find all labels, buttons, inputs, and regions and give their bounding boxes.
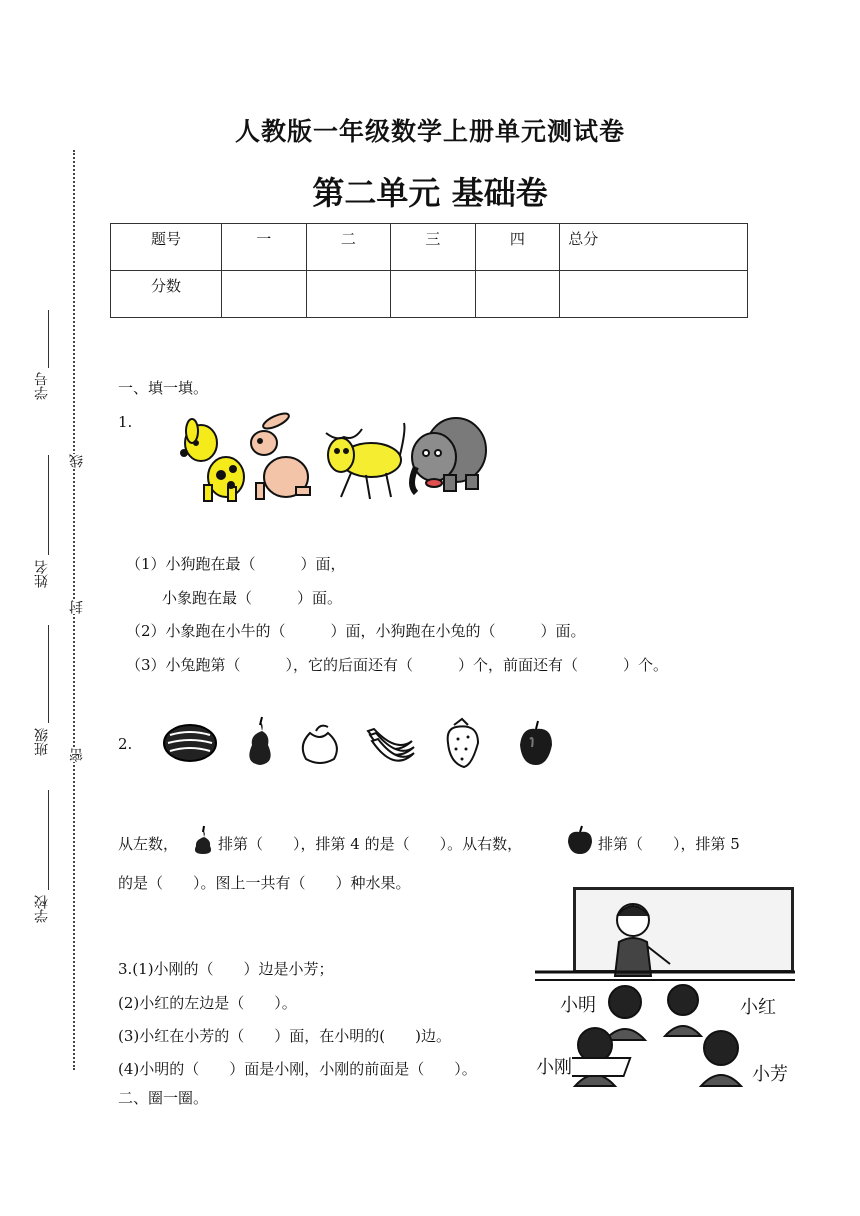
field-name-blank (48, 455, 49, 555)
q3-line-1: 3.(1)小刚的（ ）边是小芳； (118, 960, 334, 978)
section2-heading: 二、圈一圈。 (118, 1089, 209, 1107)
fruit-row-illustration (160, 713, 560, 773)
seal-word-seal: 封 (69, 600, 85, 614)
field-class-blank (48, 625, 49, 723)
label-xiaogang: 小刚 (536, 1053, 572, 1079)
animal-race-illustration (176, 405, 496, 505)
score-table-score-row (111, 271, 748, 318)
q1-line-3: （2）小象跑在小牛的（ ）面，小狗跑在小兔的（ ）面。 (126, 622, 586, 640)
dog-icon (181, 419, 244, 501)
q2-line-1b: 排第（ ），排第 4 的是（ ）。从右数， (218, 835, 523, 853)
watermelon-icon (164, 725, 216, 761)
seal-word-secret: 密 (69, 748, 85, 762)
q1-number: 1. (118, 413, 133, 431)
strawberry-icon (448, 719, 478, 767)
section1-heading: 一、填一填。 (118, 379, 209, 397)
q1-line-4: （3）小兔跑第（ ），它的后面还有（ ）个，前面还有（ ）个。 (126, 656, 669, 674)
score-header-cell: 一 (222, 224, 307, 271)
rabbit-icon (251, 411, 310, 499)
field-name-label: 姓名 (34, 560, 50, 588)
score-blank-cell[interactable] (306, 271, 391, 318)
score-header-cell: 三 (391, 224, 476, 271)
q1-line-2: 小象跑在最（ ）面。 (162, 589, 343, 607)
elephant-icon (412, 418, 486, 493)
label-xiaohong: 小红 (740, 993, 776, 1019)
pear-icon (190, 824, 216, 856)
label-xiaofang: 小芳 (752, 1060, 788, 1086)
q2-line-1a: 从左数， (118, 835, 179, 853)
score-row-label: 分数 (111, 271, 222, 318)
q2-line-2: 的是（ ）。图上一共有（ ）种水果。 (118, 874, 411, 892)
seal-word-line: 线 (69, 454, 85, 468)
field-school-blank (48, 790, 49, 890)
q2-line-1c: 排第（ ），排第 5 (598, 835, 740, 853)
score-header-cell: 总分 (560, 224, 748, 271)
q3-line-3: (3)小红在小芳的（ ）面，在小明的( )边。 (118, 1027, 451, 1045)
q1-line-1: （1）小狗跑在最（ ）面， (126, 555, 346, 573)
ox-icon (326, 423, 405, 499)
field-student-id-label: 学号 (34, 372, 50, 400)
score-table (110, 223, 748, 318)
label-xiaoming: 小明 (560, 991, 596, 1017)
pear-icon (249, 717, 270, 765)
score-blank-cell[interactable] (560, 271, 748, 318)
field-student-id-blank (48, 310, 49, 368)
score-blank-cell[interactable] (391, 271, 476, 318)
score-blank-cell[interactable] (222, 271, 307, 318)
q2-number: 2. (118, 735, 133, 753)
q3-line-2: (2)小红的左边是（ ）。 (118, 994, 297, 1012)
classroom-illustration (535, 880, 795, 1090)
field-school-label: 学校 (34, 895, 50, 923)
score-blank-cell[interactable] (475, 271, 560, 318)
score-header-cell: 二 (306, 224, 391, 271)
field-class-label: 班级 (34, 728, 50, 756)
apple-icon (566, 824, 594, 856)
teacher-figure (615, 904, 670, 976)
score-header-cell: 四 (475, 224, 560, 271)
banana-icon (368, 729, 414, 761)
page-subtitle: 第二单元 基础卷 (312, 174, 548, 212)
peach-icon (303, 726, 337, 763)
apple-icon (520, 721, 552, 765)
q3-line-4: (4)小明的（ ）面是小刚，小刚的前面是（ ）。 (118, 1060, 477, 1078)
score-header-cell: 题号 (111, 224, 222, 271)
score-table-header-row (111, 224, 748, 271)
page-title: 人教版一年级数学上册单元测试卷 (234, 117, 625, 146)
